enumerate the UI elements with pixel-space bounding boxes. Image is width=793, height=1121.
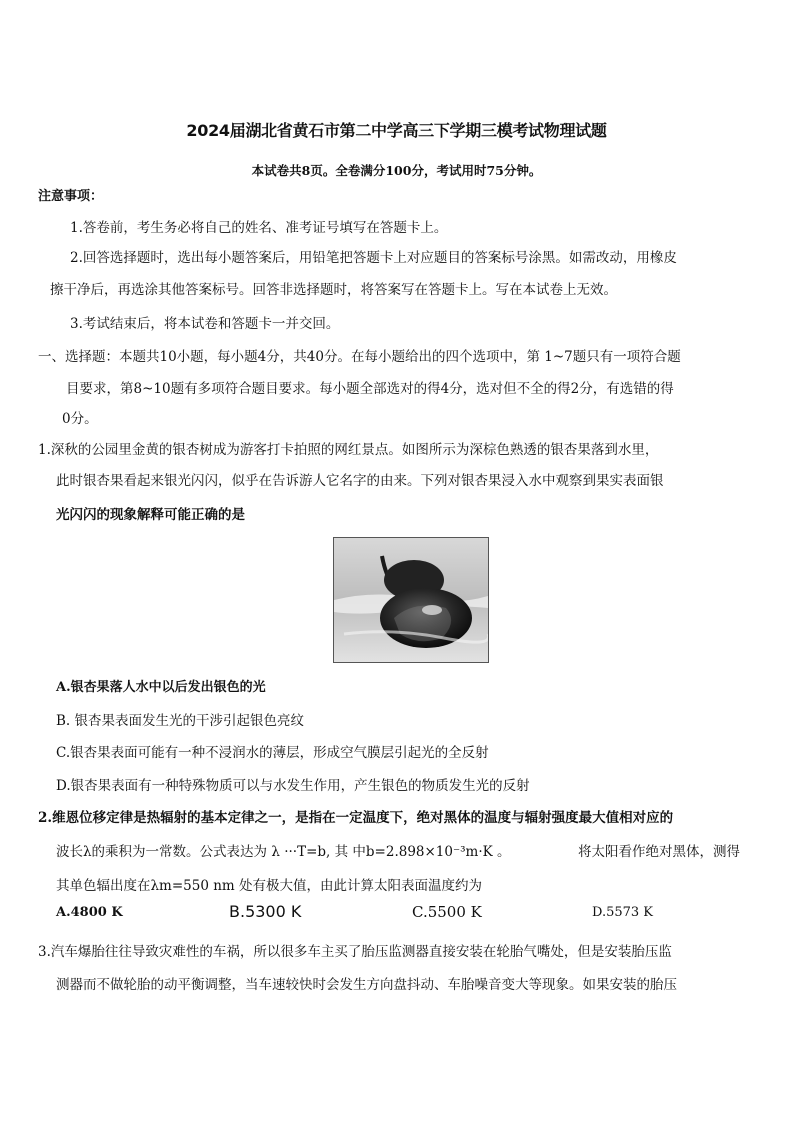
- question-2-stem: 波长λ的乘积为一常数。公式表达为 λ ···T=b, 其 中b=2.898×10⁻³m·K 。: [56, 844, 511, 860]
- note-item: 2.回答选择题时，选出每小题答案后，用铅笔把答题卡上对应题目的答案标号涂黑。如需改动，用橡皮: [70, 250, 677, 266]
- section-instructions: 一、选择题：本题共10小题，每小题4分，共40分。在每小题给出的四个选项中，第 1~7题只有一项符合题: [38, 349, 681, 365]
- question-3-stem: 3.汽车爆胎往往导致灾难性的车祸，所以很多车主买了胎压监测器直接安装在轮胎气嘴处，但是安装胎压监: [38, 944, 672, 960]
- question-2-option-c: C.5500 K: [412, 903, 482, 921]
- question-1-stem: 光闪闪的现象解释可能正确的是: [56, 507, 245, 523]
- notes-heading: 注意事项：: [38, 189, 104, 204]
- ginkgo-photo-graphic: [334, 538, 488, 662]
- section-instructions: 目要求，第8~10题有多项符合题目要求。每小题全部选对的得4分，选对但不全的得2分，有选错的得: [66, 381, 674, 397]
- question-1-option-b: B. 银杏果表面发生光的干涉引起银色亮纹: [56, 713, 305, 729]
- note-item: 擦干净后，再选涂其他答案标号。回答非选择题时，将答案写在答题卡上。写在本试卷上无效。: [50, 282, 617, 298]
- question-1-stem: 1.深秋的公园里金黄的银杏树成为游客打卡拍照的网红景点。如图所示为深棕色熟透的银杏果落到水里，: [38, 442, 659, 458]
- question-2-stem: 2.维恩位移定律是热辐射的基本定律之一，是指在一定温度下，绝对黑体的温度与辐射强度最大值相对应的: [38, 810, 674, 826]
- question-2-option-a: A.4800 K: [56, 905, 123, 920]
- note-item: 1.答卷前，考生务必将自己的姓名、准考证号填写在答题卡上。: [70, 220, 448, 236]
- ginkgo-in-water-photo: [333, 537, 489, 663]
- question-2-option-b: B.5300 K: [229, 902, 302, 921]
- question-2-stem: 将太阳看作绝对黑体，测得: [578, 844, 740, 860]
- question-1-option-a: A.银杏果落人水中以后发出银色的光: [56, 680, 266, 695]
- question-2-option-d: D.5573 K: [592, 905, 654, 920]
- question-2-stem: 其单色辐出度在λm=550 nm 处有极大值，由此计算太阳表面温度约为: [56, 878, 483, 894]
- question-1-stem: 此时银杏果看起来银光闪闪，似乎在告诉游人它名字的由来。下列对银杏果浸入水中观察到果实表面银: [56, 473, 664, 489]
- question-1-option-c: C.银杏果表面可能有一种不浸润水的薄层，形成空气膜层引起光的全反射: [56, 745, 489, 761]
- note-item: 3.考试结束后，将本试卷和答题卡一并交回。: [70, 316, 340, 332]
- section-instructions: 0分。: [62, 411, 98, 427]
- page-title: 2024届湖北省黄石市第二中学高三下学期三模考试物理试题: [186, 121, 607, 140]
- exam-info: 本试卷共8页。全卷满分100分，考试用时75分钟。: [251, 163, 542, 178]
- question-1-option-d: D.银杏果表面有一种特殊物质可以与水发生作用，产生银色的物质发生光的反射: [56, 778, 530, 794]
- question-3-stem: 测器而不做轮胎的动平衡调整，当车速较快时会发生方向盘抖动、车胎噪音变大等现象。如果安装的胎压: [56, 977, 677, 993]
